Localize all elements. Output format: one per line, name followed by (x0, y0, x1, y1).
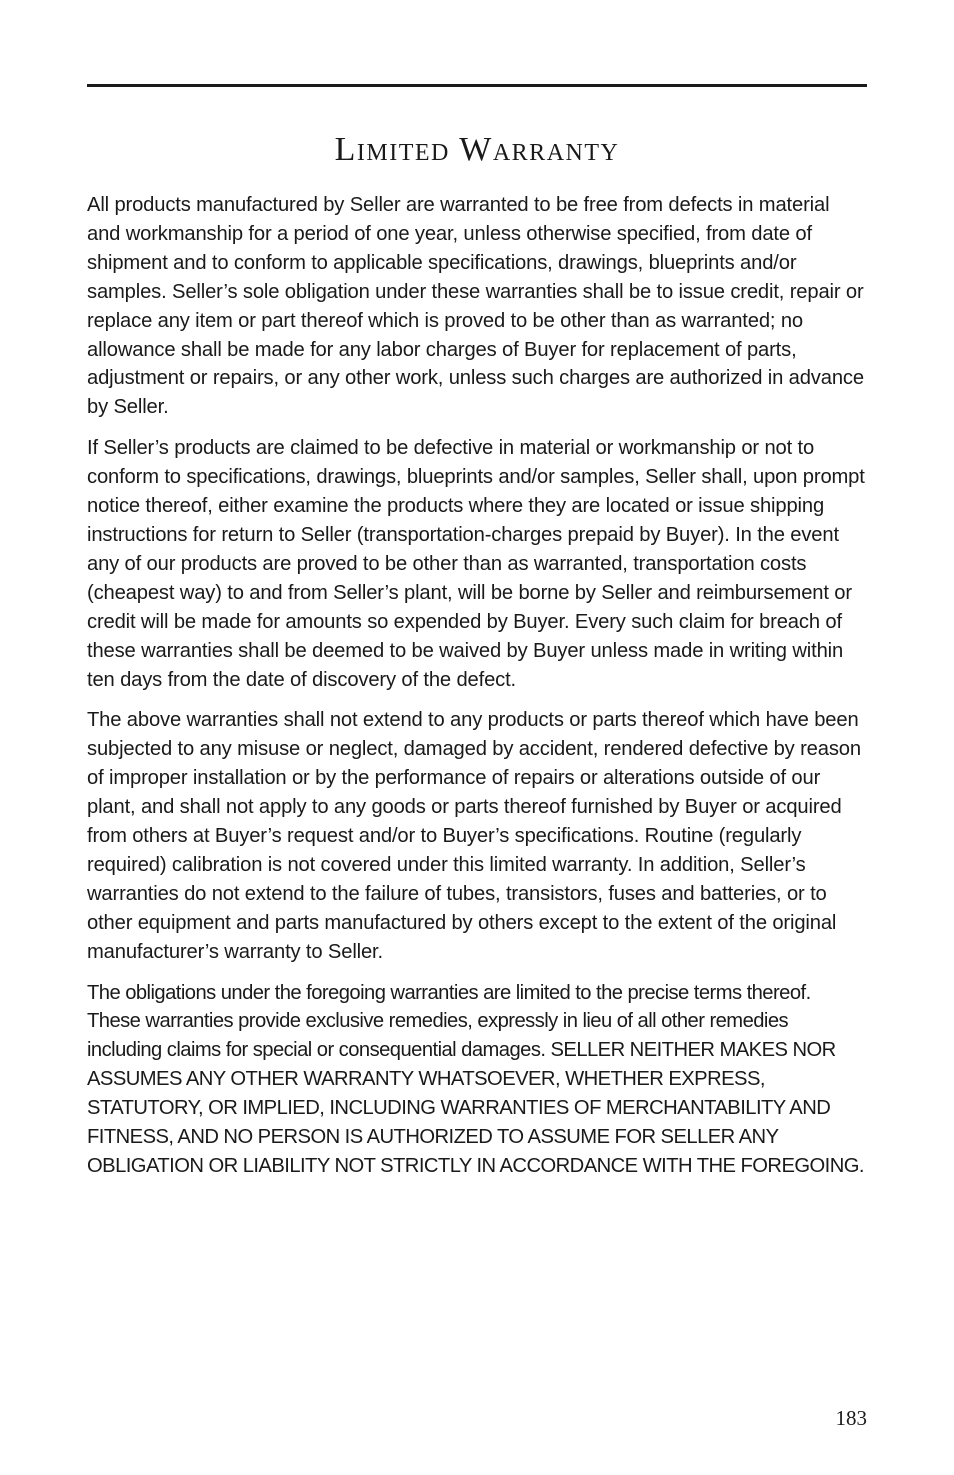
paragraph-3: The above warranties shall not extend to any products or parts thereof which have been subjected to any misuse or neglect, damaged by accident, rendered defective by reason of improper installation or by the performance of repairs or alterations outside of our plant, and shall not apply to any goods or parts thereof furnished by Buyer or acquired from others at Buyer’s request and/or to Buyer’s specifications. Routine (regularly required) calibration is not covered under this limited warranty. In addition, Seller’s warranties do not extend to the failure of tubes, transistors, fuses and batteries, or to other equipment and parts manufactured by others except to the extent of the original manufacturer’s warranty to Seller. (87, 709, 861, 963)
document-page (87, 0, 867, 1475)
paragraph-4: The obligations under the foregoing warranties are limited to the precise terms thereof. These warranties provide exclusive remedies, expressly in lieu of all other remedies including claims for special or consequential damages. SELLER NEITHER MAKES NOR ASSUMES ANY OTHER WARRANTY WHATSOEVER, WHETHER EXPRESS, STATUTORY, OR IMPLIED, INCLUDING WARRANTIES OF MERCHANTABILITY AND FITNESS, AND NO PERSON IS AUTHORIZED TO ASSUME FOR SELLER ANY OBLIGATION OR LIABILITY NOT STRICTLY IN ACCORDANCE WITH THE FOREGOING. (87, 981, 864, 1177)
body-text (87, 191, 867, 1193)
page-title: Limited Warranty (334, 131, 620, 168)
page-number: 183 (835, 1406, 867, 1430)
top-rule-divider (87, 84, 867, 87)
paragraph-2: If Seller’s products are claimed to be defective in material or workmanship or not to conform to specifications, drawings, blueprints and/or samples, Seller shall, upon prompt notice thereof, either examine the products where they are located or issue shipping instructions for return to Seller (transportation-charges prepaid by Buyer). In the event any of our products are proved to be other than as warranted, transportation costs (cheapest way) to and from Seller’s plant, will be borne by Seller and reimbursement or credit will be made for amounts so expended by Buyer. Every such claim for breach of these warranties shall be deemed to be waived by Buyer unless made in writing within ten days from the date of discovery of the defect. (87, 437, 865, 691)
paragraph-1: All products manufactured by Seller are warranted to be free from defects in material and workmanship for a period of one year, unless otherwise specified, from date of shipment and to conform to applicable specifications, drawings, blueprints and/or samples. Seller’s sole obligation under these warranties shall be to issue credit, repair or replace any item or part thereof which is proved to be other than as warranted; no allowance shall be made for any labor charges of Buyer for replacement of parts, adjustment or repairs, or any other work, unless such charges are authorized in advance by Seller. (87, 194, 864, 419)
